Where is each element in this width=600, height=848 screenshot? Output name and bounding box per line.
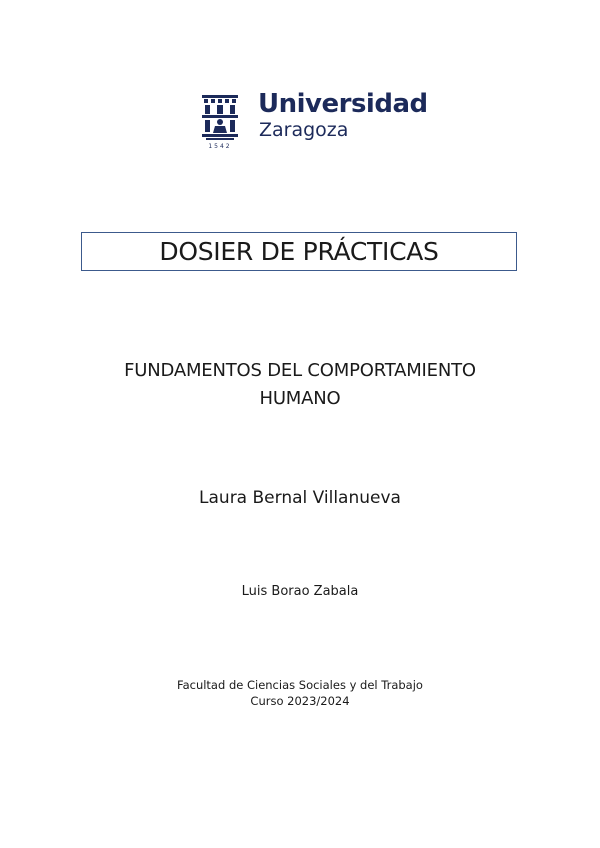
document-title-box <box>81 232 517 271</box>
university-logo <box>198 89 428 157</box>
faculty-name: Facultad de Ciencias Sociales y del Trabajo <box>177 678 423 692</box>
subject-line-1: FUNDAMENTOS DEL COMPORTAMIENTO <box>124 360 476 381</box>
subject-title <box>60 357 540 413</box>
logo-year: 1542 <box>208 143 232 150</box>
document-title: DOSIER DE PRÁCTICAS <box>159 237 439 266</box>
logo-subtitle: Zaragoza <box>259 119 349 141</box>
faculty-info <box>60 677 540 709</box>
subject-line-2: HUMANO <box>259 388 341 409</box>
logo-title: Universidad <box>258 89 428 119</box>
tutor-name: Luis Borao Zabala <box>241 584 359 599</box>
author-name: Laura Bernal Villanueva <box>199 488 401 508</box>
course-year: Curso 2023/2024 <box>250 694 350 708</box>
